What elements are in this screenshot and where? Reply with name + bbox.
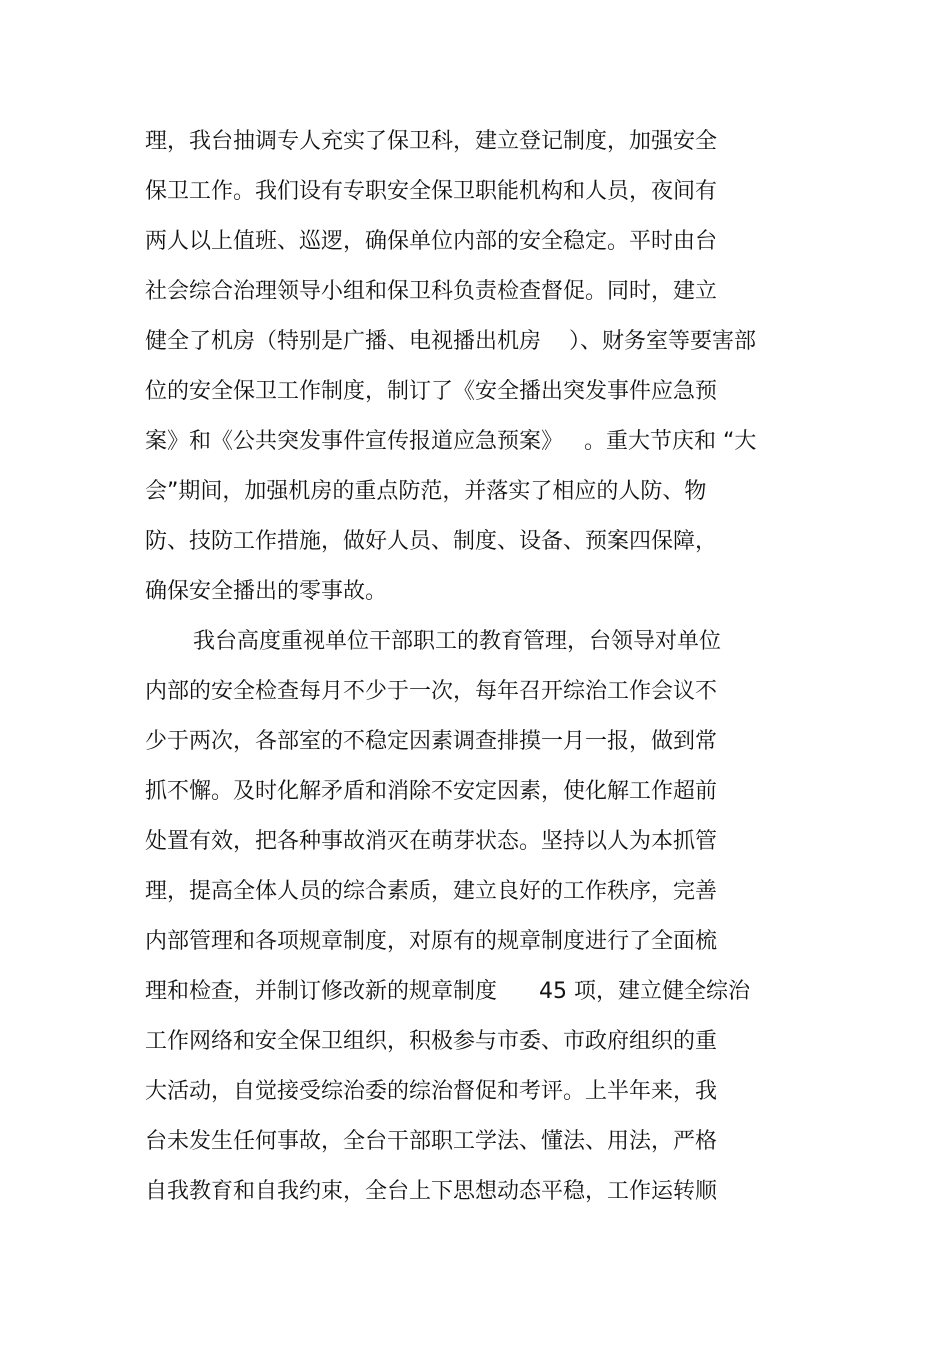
text-line-21: 台未发生任何事故，全台干部职工学法、懂法、用法，严格 bbox=[145, 1129, 718, 1154]
text-line-20: 大活动，自觉接受综治委的综治督促和考评。上半年来，我 bbox=[145, 1079, 718, 1104]
text-line-4: 社会综合治理领导小组和保卫科负责检查督促。同时，建立 bbox=[145, 279, 718, 304]
text-line-8: 会”期间，加强机房的重点防范，并落实了相应的人防、物 bbox=[145, 479, 707, 504]
text-line-10: 确保安全播出的零事故。 bbox=[145, 579, 388, 604]
text-line-3: 两人以上值班、巡逻，确保单位内部的安全稳定。平时由台 bbox=[145, 229, 718, 254]
text-line-15: 处置有效，把各种事故消灭在萌芽状态。坚持以人为本抓管 bbox=[145, 829, 718, 854]
text-line-22: 自我教育和自我约束，全台上下思想动态平稳，工作运转顺 bbox=[145, 1179, 718, 1204]
text-line-17: 内部管理和各项规章制度，对原有的规章制度进行了全面梳 bbox=[145, 929, 718, 954]
text-line-12: 内部的安全检查每月不少于一次，每年召开综治工作会议不 bbox=[145, 679, 718, 704]
text-line-2: 保卫工作。我们设有专职安全保卫职能机构和人员，夜间有 bbox=[145, 179, 718, 204]
text-line-18: 理和检查，并制订修改新的规章制度 45 项，建立健全综治 bbox=[145, 979, 750, 1004]
text-line-6: 位的安全保卫工作制度，制订了《安全播出突发事件应急预 bbox=[145, 379, 718, 404]
text-line-16: 理，提高全体人员的综合素质，建立良好的工作秩序，完善 bbox=[145, 879, 718, 904]
text-line-7: 案》和《公共突发事件宣传报道应急预案》 。重大节庆和 “大 bbox=[145, 429, 757, 454]
text-line-14: 抓不懈。及时化解矛盾和消除不安定因素，使化解工作超前 bbox=[145, 779, 718, 804]
text-line-19: 工作网络和安全保卫组织，积极参与市委、市政府组织的重 bbox=[145, 1029, 718, 1054]
paragraph-2-first-line: 我台高度重视单位干部职工的教育管理，台领导对单位 bbox=[193, 629, 722, 654]
text-line-13: 少于两次，各部室的不稳定因素调查排摸一月一报，做到常 bbox=[145, 729, 718, 754]
text-line-5: 健全了机房（特别是广播、电视播出机房 ）、财务室等要害部 bbox=[145, 329, 756, 354]
text-line-9: 防、技防工作措施，做好人员、制度、设备、预案四保障， bbox=[145, 529, 718, 554]
text-line-1: 理，我台抽调专人充实了保卫科，建立登记制度，加强安全 bbox=[145, 129, 718, 154]
